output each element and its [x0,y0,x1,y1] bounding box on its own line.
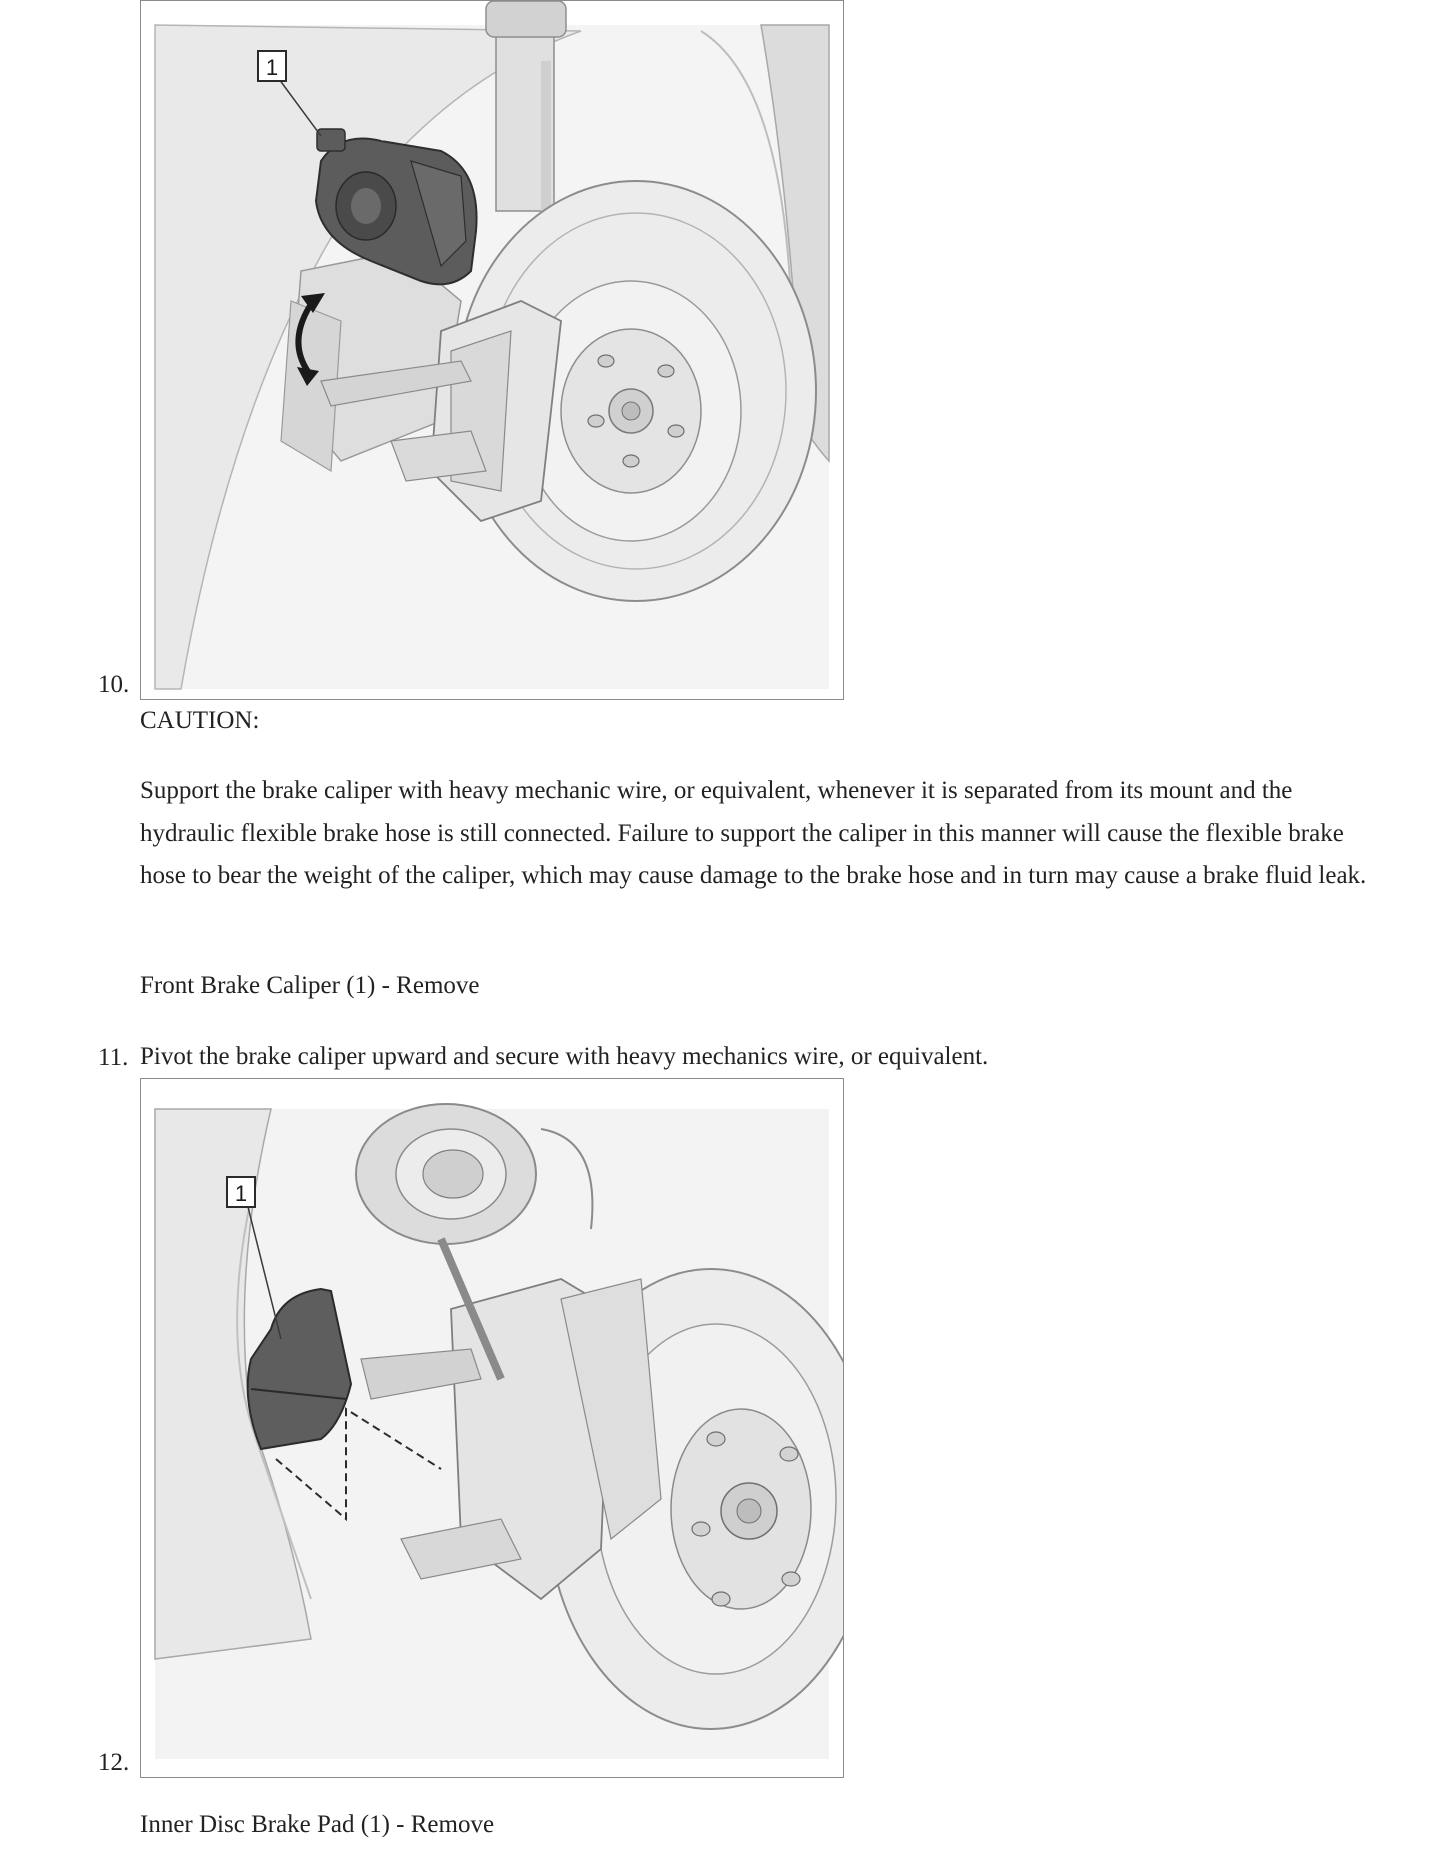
step-number-10: 10. [98,671,130,698]
caution-label: CAUTION: [140,707,260,734]
figure-front-brake-caliper [140,0,844,700]
callout-label-1b: 1 [234,1181,248,1206]
step-number-12: 12. [98,1749,130,1776]
inner-disc-brake-pad-illustration [141,1079,843,1776]
callout-label-1: 1 [265,55,279,80]
caption-front-brake-caliper: Front Brake Caliper (1) - Remove [140,972,480,999]
step-11-text: Pivot the brake caliper upward and secure with heavy mechanics wire, or equivalent. [140,1043,989,1070]
caution-text: Support the brake caliper with heavy mechanic wire, or equivalent, whenever it is separated from its mount and the hydraulic flexible brake hose is still connected. Failure to support the caliper in this manner will cause the flexible brake hose to bear the weight of the caliper, which may cause damage to the brake hose and in turn may cause a brake fluid leak. [140,777,1367,889]
caption-inner-disc-brake-pad: Inner Disc Brake Pad (1) - Remove [140,1811,495,1838]
step-number-11: 11. [98,1044,129,1071]
front-brake-caliper-illustration [141,1,843,698]
figure-inner-disc-brake-pad [140,1078,844,1778]
